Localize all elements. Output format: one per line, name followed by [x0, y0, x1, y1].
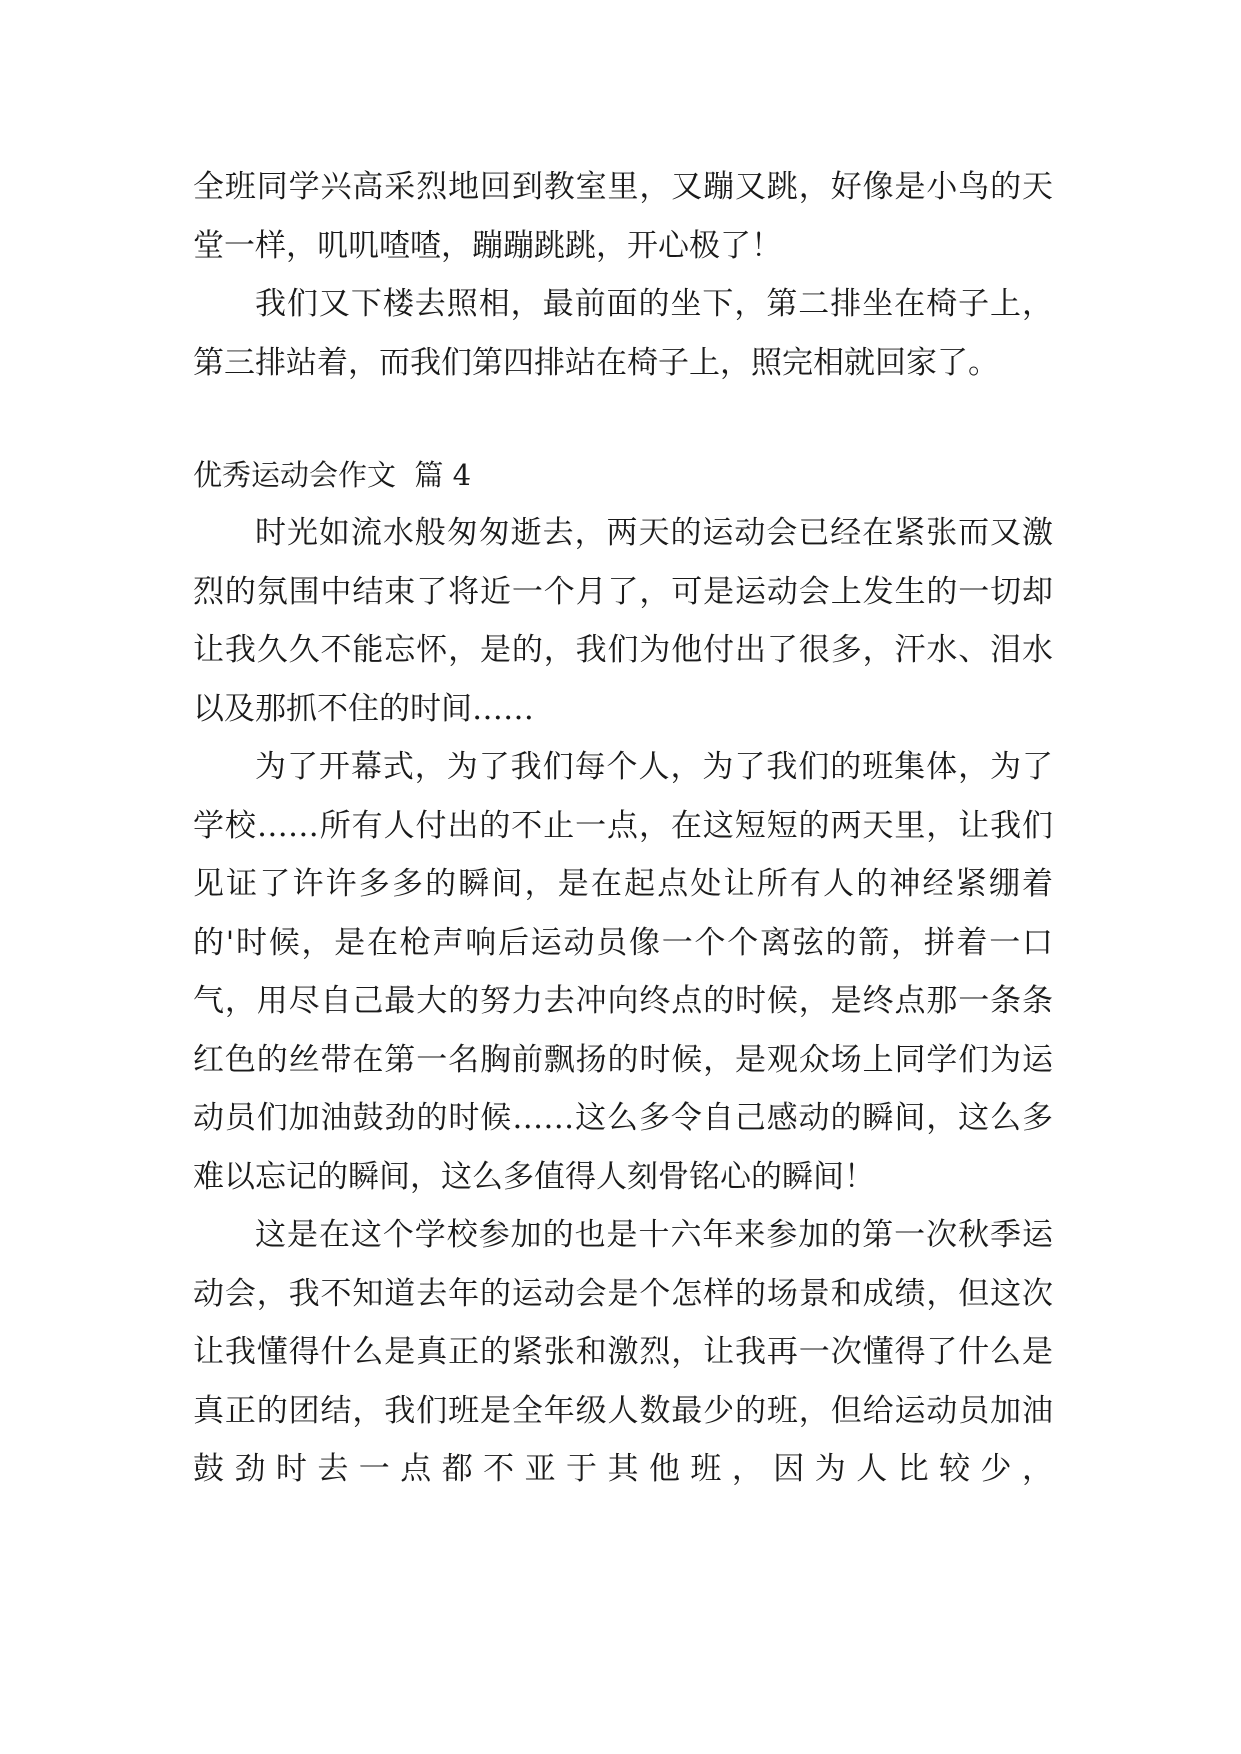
continued-text-block	[193, 158, 1053, 392]
paragraph: 时光如流水般匆匆逝去，两天的运动会已经在紧张而又激烈的氛围中结束了将近一个月了，可是运动会上发生的一切却让我久久不能忘怀，是的，我们为他付出了很多，汗水、泪水以及那抓不住的时间……	[193, 515, 1053, 727]
paragraph: 我们又下楼去照相，最前面的坐下，第二排坐在椅子上，第三排站着，而我们第四排站在椅子上，照完相就回家了。	[193, 286, 1053, 381]
section-body	[193, 504, 1053, 1499]
paragraph: 这是在这个学校参加的也是十六年来参加的第一次秋季运动会，我不知道去年的运动会是个怎样的场景和成绩，但这次让我懂得什么是真正的紧张和激烈，让我再一次懂得了什么是真正的团结，我们班是全年级人数最少的班，但给运动员加油鼓劲时去一点都不亚于其他班，因为人比较少，	[193, 1217, 1053, 1487]
paragraph: 为了开幕式，为了我们每个人，为了我们的班集体，为了学校……所有人付出的不止一点，在这短短的两天里，让我们见证了许许多多的瞬间，是在起点处让所有人的神经紧绷着的'时候，是在枪声响后运动员像一个个离弦的箭，拼着一口气，用尽自己最大的努力去冲向终点的时候，是终点那一条条红色的丝带在第一名胸前飘扬的时候，是观众场上同学们为运动员们加油鼓劲的时候……这么多令自己感动的瞬间，这么多难以忘记的瞬间，这么多值得人刻骨铭心的瞬间！	[193, 749, 1053, 1195]
paragraph: 全班同学兴高采烈地回到教室里，又蹦又跳，好像是小鸟的天堂一样，叽叽喳喳，蹦蹦跳跳，开心极了！	[193, 169, 1053, 264]
section-heading: 优秀运动会作文 篇 4	[193, 458, 472, 492]
